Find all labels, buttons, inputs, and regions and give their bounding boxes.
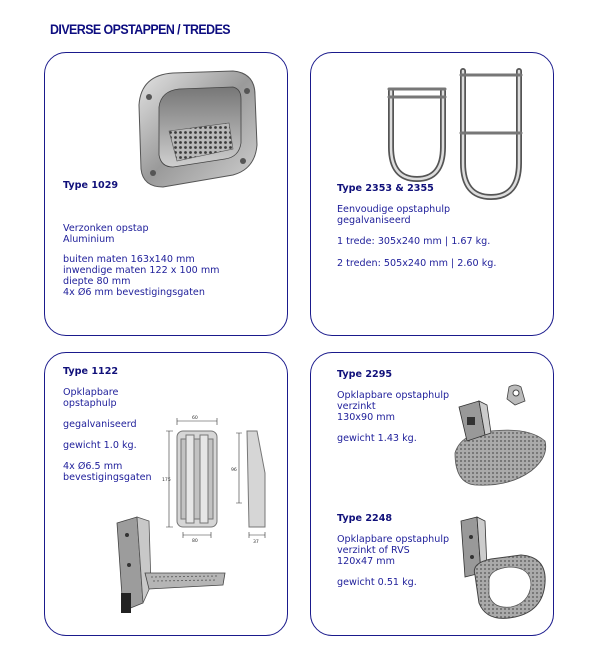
spec-line: gewicht 0.51 kg. (337, 577, 417, 588)
dim-base: 80 (192, 539, 198, 544)
desc-line: Eenvoudige opstaphulp (337, 204, 451, 215)
recessed-step-photo (133, 65, 263, 195)
desc-line: verzinkt of RVS (337, 545, 410, 556)
spec-line: 4x Ø6 mm bevestigingsgaten (63, 287, 205, 298)
desc-line: Verzonken opstap (63, 223, 149, 234)
desc-line: Opklapbare opstaphulp (337, 534, 450, 545)
spec-line: gegalvaniseerd (63, 419, 137, 430)
spec-line: gewicht 1.43 kg. (337, 433, 417, 444)
dim-height: 175 (162, 478, 171, 483)
desc-line: Aluminium (63, 234, 115, 245)
spec-line: diepte 80 mm (63, 276, 131, 287)
spec-line: bevestigingsgaten (63, 472, 152, 483)
dim-width: 60 (192, 416, 198, 421)
spec-line: gewicht 1.0 kg. (63, 440, 137, 451)
oval-step-photo (451, 515, 551, 623)
desc-line: verzinkt (337, 401, 376, 412)
type-label: Type 2353 & 2355 (337, 183, 434, 194)
type-label: Type 2248 (337, 513, 393, 524)
folding-step-photo (115, 515, 227, 615)
desc-line: Opklapbare (63, 387, 119, 398)
desc-line: Opklapbare opstaphulp (337, 390, 450, 401)
type-label: Type 2295 (337, 369, 393, 380)
desc-line: opstaphulp (63, 398, 117, 409)
dim-side-height: 96 (231, 468, 237, 473)
type-label: Type 1029 (63, 180, 119, 191)
spec-line: 120x47 mm (337, 556, 395, 567)
product-card-1029 (44, 52, 288, 336)
page-title: DIVERSE OPSTAPPEN / TREDES (50, 22, 231, 37)
desc-line: gegalvaniseerd (337, 215, 411, 226)
product-card-2353-2355 (310, 52, 554, 336)
product-card-2295-2248 (310, 352, 554, 636)
product-card-1122 (44, 352, 288, 636)
spec-line: inwendige maten 122 x 100 mm (63, 265, 220, 276)
spec-line: 2 treden: 505x240 mm | 2.60 kg. (337, 258, 497, 269)
dim-depth: 37 (253, 540, 259, 545)
spec-line: buiten maten 163x140 mm (63, 254, 195, 265)
spec-line: 1 trede: 305x240 mm | 1.67 kg. (337, 236, 491, 247)
spec-line: 130x90 mm (337, 412, 395, 423)
type-label: Type 1122 (63, 366, 119, 377)
folding-plate-photo (451, 383, 551, 491)
spec-line: 4x Ø6.5 mm (63, 461, 123, 472)
